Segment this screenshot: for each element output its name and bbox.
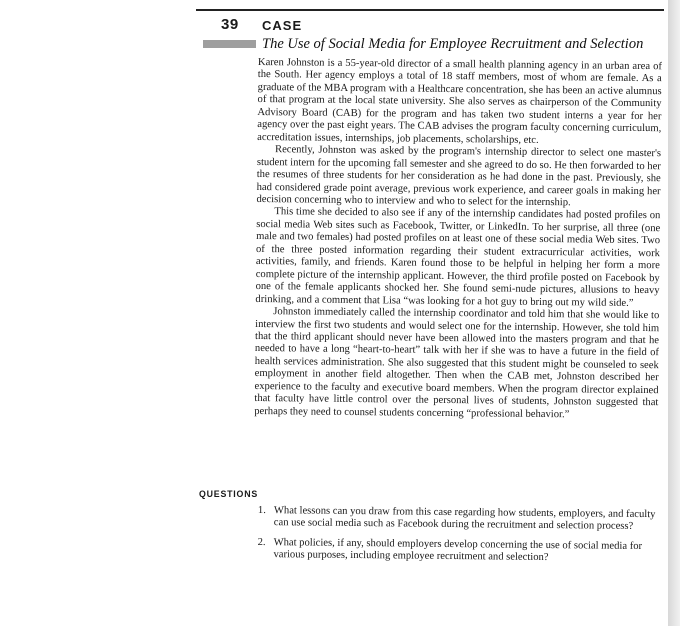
case-number: 39	[221, 16, 239, 33]
question-text: What policies, if any, should employers develop concerning the use of social media for various purposes, including employee recruitment and selection?	[273, 536, 643, 564]
case-label: CASE	[262, 18, 303, 33]
questions-list	[257, 505, 666, 573]
body-paragraph: Recently, Johnston was asked by the program's internship director to select one master's student intern for the upcoming fall semester and she agreed to do so. He then forwarded to her the resumes of three students for her consideration as he had done in the past. Previously, she had considered grade point average, previous work experience, and career goals in making her decision concerning who to interview and who to select for the internship.	[256, 144, 662, 209]
questions-heading: QUESTIONS	[199, 489, 259, 499]
question-text: What lessons can you draw from this case regarding how students, employers, and faculty can use social media such as Facebook during the recruitment and selection process?	[273, 505, 656, 533]
case-title: The Use of Social Media for Employee Recruitment and Selection	[262, 36, 644, 52]
title-marker-bar	[203, 40, 256, 48]
question-item	[257, 537, 665, 566]
question-item	[258, 505, 666, 534]
question-number: 2.	[257, 536, 266, 548]
body-paragraph: This time she decided to also see if any of the internship candidates had posted profiles on social media Web sites such as Facebook, Twitter, or LinkedIn. To her surprise, all three (one male and two females) had posted profiles on at least one of these social media Web sites. Two of the three posted information regarding their student extracurricular activities, work activities, family, and friends. Karen found those to be helpful in helping her form a more complete picture of the internship applicant. However, the third profile posted on Facebook by one of the female applicants shocked her. She found semi-nude pictures, allusions to heavy drinking, and a comment that Lisa “was looking for a hot guy to bring out my wild side.”	[255, 206, 661, 309]
body-paragraph: Karen Johnston is a 55-year-old director of a small health planning agency in an urban area of the South. Her agency employs a total of 18 staff members, most of whom are female. As a graduate of the MBA program with a Healthcare concentration, she has been an active alumnus of that program at the local state university. She also serves as chairperson of the Community Advisory Board (CAB) for the program and has taken two student interns a year for her agency over the past eight years. The CAB advises the program faculty concerning curriculum, accreditation issues, internships, job placements, scholarships, etc.	[257, 57, 662, 146]
case-body	[254, 57, 662, 422]
viewer-scroll-gutter	[668, 0, 680, 626]
top-rule	[196, 9, 664, 11]
body-paragraph: Johnston immediately called the internship coordinator and told him that she would like to interview the first two students and would select one for the internship. However, she told him that the third applicant should never have been allowed into the masters program and that he needed to have a long “heart-to-heart” talk with her if she was to have a future in the field of health services administration. She also suggested that this student might be counseled to seek employment in another field altogether. Then when the CAB met, Johnston described her experience to the faculty and executive board members. When the program director explained that faculty have little control over the personal lives of students, Johnston suggested that perhaps they need to counsel students concerning “professional behavior.”	[254, 306, 660, 420]
question-number: 1.	[257, 505, 266, 517]
